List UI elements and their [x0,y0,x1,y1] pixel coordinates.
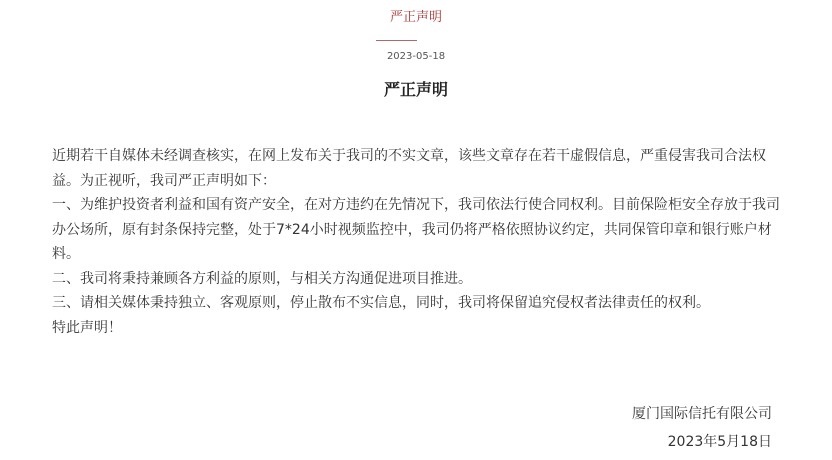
paragraph-point-1 [52,193,784,267]
paragraph-intro [52,144,784,193]
paragraph-text: 特此声明！ [52,319,122,336]
title-divider [376,40,417,41]
category-title: 严正声明 [389,10,442,25]
paragraph-text: 二、我司将秉持兼顾各方利益的原则，与相关方沟通促进项目推进。 [52,270,472,287]
signature-company: 厦门国际信托有限公司 [632,406,772,422]
article-title: 严正声明 [383,80,448,99]
publish-date: 2023-05-18 [386,51,446,62]
paragraph-text: 三、请相关媒体秉持独立、客观原则，停止散布不实信息，同时，我司将保留追究侵权者法律责任的权利。 [52,295,710,311]
paragraph-text: 近期若干自媒体未经调查核实，在网上发布关于我司的不实文章，该些文章存在若干虚假信息，严重侵害我司合法权益。为正视听，我司严正声明如下： [52,148,766,189]
signature-block [632,400,772,456]
signature-date: 2023年5月18日 [667,434,772,450]
paragraph-point-3 [52,291,784,316]
paragraph-text: 一、为维护投资者利益和国有资产安全，在对方违约在先情况下，我司依法行使合同权利。目前保险柜安全存放于我司办公场所，原有封条保持完整，处于7*24小时视频监控中，我司仍将严格依照协议约定，共同保管印章和银行账户材料。 [52,197,780,262]
paragraph-point-2 [52,267,784,292]
article-body [52,144,784,340]
paragraph-closing [52,316,784,341]
